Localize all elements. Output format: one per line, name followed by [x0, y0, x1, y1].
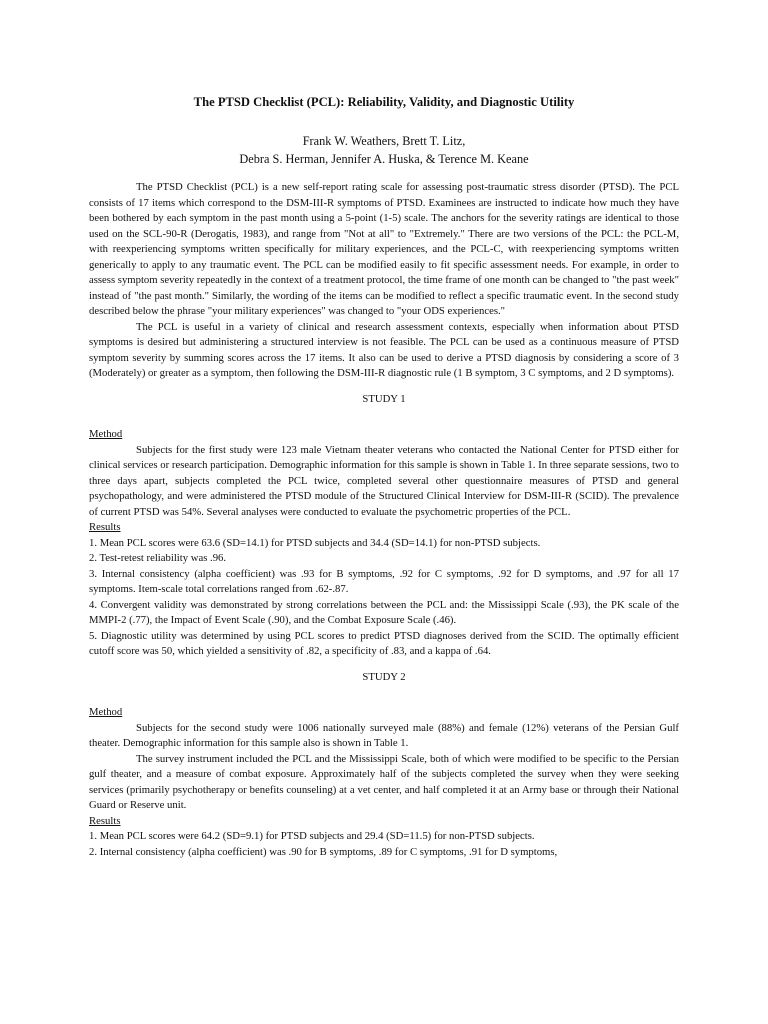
study-2-heading: STUDY 2 — [362, 670, 406, 683]
study-1-section — [89, 392, 679, 660]
author-list — [89, 132, 679, 168]
result-item: 4. Convergent validity was demonstrated by strong correlations between the PCL and: the Mississippi Scale (.93), the PK scale of the MMPI-2 (.77), the Impact of Event Scale (.90), and the Combat Exposure Scale (.46). — [89, 598, 679, 626]
result-item: 3. Internal consistency (alpha coefficient) was .93 for B symptoms, .92 for C symptoms, .92 for D symptoms, and .97 for all 17 symptoms. Item-scale total correlations ranged from .62-.87. — [89, 567, 679, 595]
study-1-results-list — [89, 536, 679, 660]
study-2-section — [89, 670, 679, 861]
introduction — [89, 180, 679, 382]
result-item: 5. Diagnostic utility was determined by using PCL scores to predict PTSD diagnoses derived from the SCID. The optimally efficient cutoff score was 50, which yielded a sensitivity of .82, a specificity of .83, and a kappa of .64. — [89, 629, 679, 657]
study-2-method-paragraph: Subjects for the second study were 1006 nationally surveyed male (88%) and female (12%) veterans of the Persian Gulf theater. Demographic information for this sample also is shown in Table 1. — [89, 721, 679, 749]
result-item: 1. Mean PCL scores were 64.2 (SD=9.1) for PTSD subjects and 29.4 (SD=11.5) for non-PTSD subjects. — [89, 830, 535, 842]
study-1-method-label: Method — [89, 428, 123, 440]
study-2-results-list — [89, 829, 679, 860]
author-line: Frank W. Weathers, Brett T. Litz, — [302, 134, 466, 148]
study-1-heading: STUDY 1 — [362, 392, 406, 405]
study-2-method-paragraph: The survey instrument included the PCL and the Mississippi Scale, both of which were modified to be specific to the Persian gulf theater, and a measure of combat exposure. Approximately half of the subjects completed the survey when they were seeking services (primarily psychotherapy or benefits counseling) at a vet center, and half completed it at an Army base or through their National Guard or Reserve unit. — [89, 752, 679, 811]
result-item: 2. Internal consistency (alpha coefficient) was .90 for B symptoms, .89 for C symptoms, .91 for D symptoms, — [89, 845, 558, 858]
paper-title: The PTSD Checklist (PCL): Reliability, Validity, and Diagnostic Utility — [193, 95, 575, 109]
study-2-method-label: Method — [89, 706, 123, 718]
author-line: Debra S. Herman, Jennifer A. Huska, & Terence M. Keane — [239, 152, 529, 166]
result-item: 2. Test-retest reliability was .96. — [89, 552, 227, 564]
study-1-results-label: Results — [89, 521, 121, 533]
study-1-method-paragraph: Subjects for the first study were 123 male Vietnam theater veterans who contacted the National Center for PTSD either for clinical services or research participation. Demographic information for this sample is shown in Table 1. In three separate sessions, two to three days apart, subjects completed the PCL twice, completed several other questionnaire measures of PTSD and general psychopathology, and were administered the PTSD module of the Structured Clinical Interview for DSM-III-R (SCID). The prevalence of current PTSD was 54%. Several analyses were conducted to evaluate the psychometric properties of the PCL. — [89, 443, 679, 518]
intro-paragraph: The PCL is useful in a variety of clinical and research assessment contexts, especially when information about PTSD symptoms is desired but administering a structured interview is not feasible. The PCL can be used as a continuous measure of PTSD symptom severity by summing scores across the 17 items. It also can be used to derive a PTSD diagnosis by considering a score of 3 (Moderately) or greater as a symptom, then following the DSM-III-R diagnostic rule (1 B symptom, 3 C symptoms, and 2 D symptoms). — [89, 320, 679, 379]
result-item: 1. Mean PCL scores were 63.6 (SD=14.1) for PTSD subjects and 34.4 (SD=14.1) for non-PTSD subjects. — [89, 536, 541, 549]
intro-paragraph: The PTSD Checklist (PCL) is a new self-report rating scale for assessing post-traumatic stress disorder (PTSD). The PCL consists of 17 items which correspond to the DSM-III-R symptoms of PTSD. Examinees are instructed to indicate how much they have been bothered by each symptom in the past month using a 5-point (1-5) scale. The anchors for the severity ratings are identical to those used on the SCL-90-R (Derogatis, 1983), and range from "Not at all" to "Extremely." There are two versions of the PCL: the PCL-M, with reexperiencing symptoms written specifically for military experiences, and the PCL-C, with reexperiencing symptoms written generically to apply to any traumatic event. The PCL can be modified easily to fit specific assessment needs. For example, in order to assess symptom severity repeatedly in the context of a treatment protocol, the time frame of one month can be changed to "the past week" instead of "the past month." Similarly, the wording of the items can be modified to reflect a specific traumatic event. In the second study described below the phrase "your military experiences" was changed to "your ODS experiences." — [89, 181, 679, 317]
study-2-results-label: Results — [89, 814, 121, 827]
document-body — [89, 93, 679, 860]
